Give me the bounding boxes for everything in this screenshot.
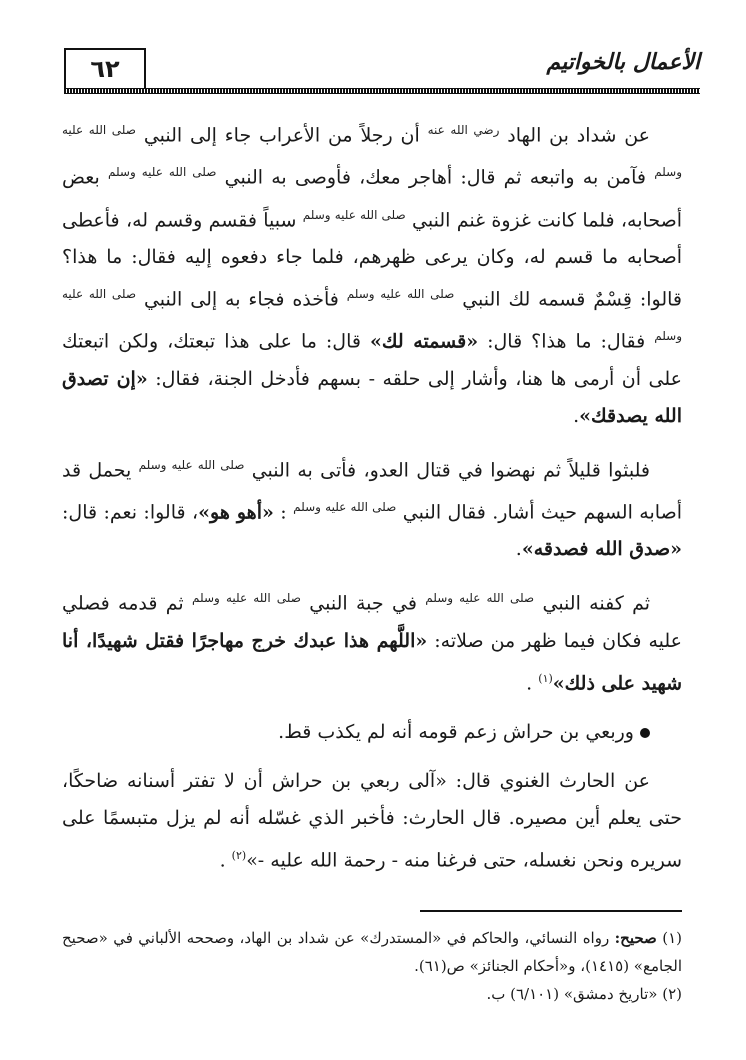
salla-honorific-icon: صلى الله عليه وسلم: [346, 286, 455, 301]
para1-end: .: [573, 404, 580, 427]
para3-text-3: ثم قدمه فصلي عليه فكان فيما ظهر من صلاته:: [62, 592, 682, 652]
footnote-ref-2[interactable]: (٢): [231, 848, 247, 862]
para4-text-1: عن الحارث الغنوي قال: «آلى ربعي بن حراش أن لا تفتر أسنانه ضاحكًا، حتى يعلم أين مصيره. قال الحارث: فأخبر الذي غسّله أنه لم يزل متبسمًا على سريره ونحن نغسله، حتى فرغنا منه - رحمة الله عليه -»: [62, 769, 682, 872]
footnote-1-number: (١): [662, 929, 682, 947]
bullet-text: وربعي بن حراش زعم قومه أنه لم يكذب قط.: [278, 720, 634, 743]
salla-honorific-icon: صلى الله عليه وسلم: [192, 591, 301, 606]
para3-text-1: ثم كفنه النبي: [542, 592, 651, 615]
para3-end: .: [526, 671, 533, 694]
para1-text-3: فآمن به واتبعه ثم قال: أهاجر معك، فأوصى به النبي: [224, 166, 646, 189]
para1-text-2: أن رجلاً من الأعراب جاء إلى النبي: [143, 124, 420, 147]
page-header: [64, 44, 700, 94]
running-title: الأعمال بالخواتيم: [546, 50, 700, 75]
footnote-1: [62, 924, 682, 980]
quote-prayer: «اللَّهم هذا عبدك خرج مهاجرًا فقتل شهيدًا، أنا شهيد على ذلك»: [62, 629, 682, 694]
quote-in-tasduq: «إن تصدق الله يصدقك»: [62, 367, 682, 427]
para1-text-7: فقال: ما هذا؟ قال:: [487, 330, 646, 353]
quote-sadaqa-allah: «صدق الله فصدقه»: [521, 538, 682, 561]
footnotes: [62, 924, 682, 1008]
salla-honorific-icon: صلى الله عليه وسلم: [62, 123, 682, 180]
para1-text-6: فأخذه فجاء به إلى النبي: [143, 288, 339, 311]
para2-text-3: :: [280, 501, 287, 524]
para3-text-2: في جبة النبي: [309, 592, 417, 615]
page-number: ٦٢: [64, 48, 146, 88]
para2-end: .: [515, 538, 522, 561]
salla-honorific-icon: صلى الله عليه وسلم: [62, 286, 683, 344]
salla-honorific-icon: صلى الله عليه وسلم: [302, 207, 406, 222]
quote-ahuwa-huwa: «أهو هو»: [198, 501, 274, 524]
para1-text-8: قال: ما على هذا تبعتك، ولكن اتبعتك على أن أرمى ها هنا، وأشار إلى حلقه - بسهم فأدخل الجنة، فقال:: [62, 330, 682, 390]
para2-text-4: ، قالوا: نعم: قال:: [62, 501, 199, 524]
footnote-1-text: رواه النسائي، والحاكم في «المستدرك» عن شداد بن الهاد، وصححه الألباني في «صحيح الجامع» (١٤١٥)، و«أحكام الجنائز» ص(٦١).: [62, 929, 682, 975]
para1-text-1: عن شداد بن الهاد: [507, 124, 651, 147]
paragraph-3: [62, 580, 682, 702]
main-text: [62, 112, 682, 891]
paragraph-2: [62, 447, 682, 569]
para1-text-5: سبياً فقسم وقسم له، فأعطى أصحابه ما قسم له، وكان يرعى ظهرهم، فلما جاء دفعوه إليه فقال: ما هذا؟ قالوا: قِسْمٌ قسمه لك النبي: [62, 208, 682, 311]
footnote-ref-1[interactable]: (١): [538, 671, 553, 685]
para1-text-4: بعض أصحابه، فلما كانت غزوة غنم النبي: [62, 166, 682, 231]
footnote-separator: [420, 910, 682, 912]
quote-qasamtuhu: «قسمته لك»: [370, 330, 479, 353]
salla-honorific-icon: صلى الله عليه وسلم: [293, 499, 397, 514]
radiya-honorific-icon: رضي الله عنه: [427, 123, 500, 137]
bullet-item: [62, 714, 682, 751]
header-rule: [64, 88, 700, 94]
para4-end: .: [219, 849, 226, 872]
paragraph-4: [62, 763, 682, 879]
paragraph-1: [62, 112, 682, 435]
footnote-2-number: (٢): [662, 985, 682, 1003]
para2-text-1: فلبثوا قليلاً ثم نهضوا في قتال العدو، فأتى به النبي: [251, 458, 651, 481]
footnote-2: [62, 980, 682, 1008]
salla-honorific-icon: صلى الله عليه وسلم: [138, 457, 245, 472]
salla-honorific-icon: صلى الله عليه وسلم: [425, 591, 535, 606]
para2-text-2: يحمل قد أصابه السهم حيث أشار. فقال النبي: [62, 458, 682, 524]
bullet-dot-icon: [640, 728, 650, 738]
footnote-1-label: صحيح:: [614, 929, 657, 947]
footnote-2-text: «تاريخ دمشق» (٦/١٠١) ب.: [486, 985, 658, 1003]
salla-honorific-icon: صلى الله عليه وسلم: [107, 165, 217, 180]
